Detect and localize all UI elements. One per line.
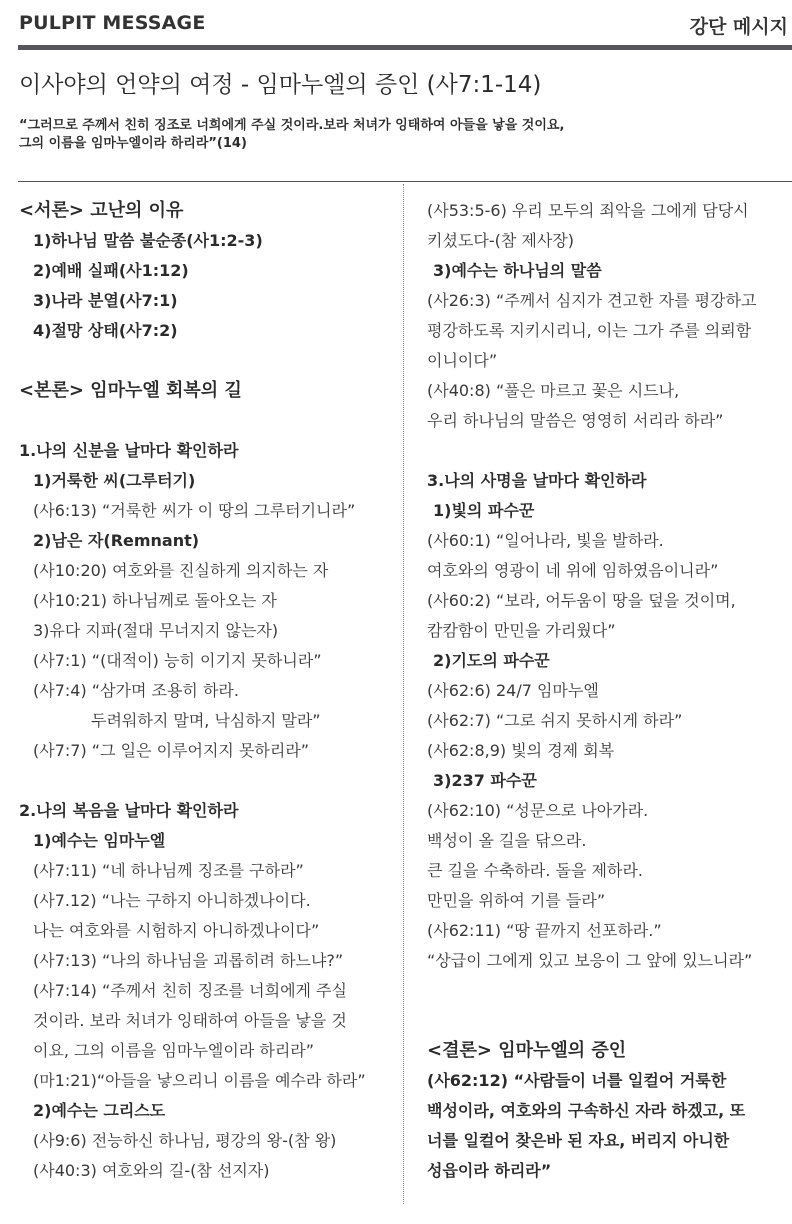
text-line: 1.나의 신분을 날마다 확인하라	[19, 441, 239, 460]
text-line: (사7:7) “그 일은 이루어지지 못하리라”	[33, 741, 310, 760]
section-heading: <서론> 고난의 이유	[19, 200, 184, 221]
text-line: (사10:20) 여호와를 진실하게 의지하는 자	[33, 561, 329, 580]
text-line: 백성이라, 여호와의 구속하신 자라 하겠고, 또	[427, 1101, 746, 1120]
text-line: (사62:11) “땅 끝까지 선포하라.”	[427, 921, 662, 940]
spacer	[19, 766, 401, 796]
text-line: 3)나라 분열(사7:1)	[33, 291, 178, 310]
left-column	[19, 196, 401, 1186]
text-line: (사6:13) “거룩한 씨가 이 땅의 그루터기니라”	[33, 501, 356, 520]
text-line: 2)예배 실패(사1:12)	[33, 261, 189, 280]
text-line: (사7:11) “네 하나님께 징조를 구하라”	[33, 861, 304, 880]
spacer	[427, 436, 791, 466]
text-line: (사9:6) 전능하신 하나님, 평강의 왕-(참 왕)	[33, 1131, 337, 1150]
text-line: 이요, 그의 이름을 임마누엘이라 하리라”	[33, 1041, 315, 1060]
spacer	[19, 346, 401, 376]
text-line: (사10:21) 하나님께로 돌아오는 자	[33, 591, 277, 610]
text-line: (사60:1) “일어나라, 빛을 발하라.	[427, 531, 664, 550]
header-label-korean: 강단 메시지	[689, 16, 788, 38]
column-divider	[403, 184, 404, 1204]
text-line: 3)237 파수꾼	[433, 771, 537, 790]
text-line: 성읍이라 하리라”	[427, 1161, 552, 1180]
text-line: 나는 여호와를 시험하지 아니하겠나이다”	[33, 921, 320, 940]
text-line: (사7:13) “나의 하나님을 괴롭히려 하느냐?”	[33, 951, 344, 970]
text-line: (사7:1) “(대적이) 능히 이기지 못하니라”	[33, 651, 322, 670]
text-line: 3)유다 지파(절대 무너지지 않는자)	[33, 621, 279, 640]
text-line: “상급이 그에게 있고 보응이 그 앞에 있느니라”	[427, 951, 753, 970]
text-line: 키셨도다-(참 제사장)	[427, 231, 574, 250]
text-line: 만민을 위하여 기를 들라”	[427, 891, 606, 910]
text-line: 4)절망 상태(사7:2)	[33, 321, 178, 340]
text-line: (사40:8) “풀은 마르고 꽃은 시드나,	[427, 381, 680, 400]
text-line: (사53:5-6) 우리 모두의 죄악을 그에게 담당시	[427, 201, 749, 220]
text-line: (사62:7) “그로 쉬지 못하시게 하라”	[427, 711, 683, 730]
text-line: 큰 길을 수축하라. 돌을 제하라.	[427, 861, 643, 880]
text-line: 2)기도의 파수꾼	[433, 651, 550, 670]
text-line: 너를 일컬어 찾은바 된 자요, 버리지 아니한	[427, 1131, 730, 1150]
text-line: 1)빛의 파수꾼	[433, 501, 535, 520]
text-line: (사40:3) 여호와의 길-(참 선지자)	[33, 1161, 270, 1180]
text-line: 3.나의 사명을 날마다 확인하라	[427, 471, 647, 490]
text-line: 3)예수는 하나님의 말씀	[433, 261, 602, 280]
text-line: (사62:12) “사람들이 너를 일컬어 거룩한	[427, 1071, 727, 1090]
text-line: 1)하나님 말씀 불순종(사1:2-3)	[33, 231, 263, 250]
text-line: (사62:10) “성문으로 나아가라.	[427, 801, 649, 820]
text-line: (사60:2) “보라, 어두움이 땅을 덮을 것이며,	[427, 591, 736, 610]
section-divider	[18, 181, 792, 182]
text-line: (사7.12) “나는 구하지 아니하겠나이다.	[33, 891, 311, 910]
key-verse-line: 그의 이름을 임마누엘이라 하리라”(14)	[19, 136, 247, 151]
text-line: 두려워하지 말며, 낙심하지 말라”	[91, 711, 321, 730]
text-line: 이니이다”	[427, 351, 498, 370]
header-rule	[18, 45, 792, 50]
text-line: 우리 하나님의 말씀은 영영히 서리라 하라”	[427, 411, 724, 430]
sermon-title: 이사야의 언약의 여정 - 임마누엘의 증인 (사7:1-14)	[19, 72, 542, 98]
section-heading: <결론> 임마누엘의 증인	[427, 1040, 627, 1061]
text-line: (사62:8,9) 빛의 경제 회복	[427, 741, 615, 760]
text-line: 1)예수는 임마누엘	[33, 831, 166, 850]
header-label-english: PULPIT MESSAGE	[19, 12, 206, 34]
text-line: (사62:6) 24/7 임마누엘	[427, 681, 599, 700]
text-line: 1)거룩한 씨(그루터기)	[33, 471, 196, 490]
text-line: 백성이 올 길을 닦으라.	[427, 831, 587, 850]
spacer	[427, 1006, 791, 1036]
text-line: 2)남은 자(Remnant)	[33, 531, 200, 550]
text-line: 것이라. 보라 처녀가 잉태하여 아들을 낳을 것	[33, 1011, 347, 1030]
spacer	[19, 406, 401, 436]
text-line: (사7:4) “삼가며 조용히 하라.	[33, 681, 239, 700]
spacer	[427, 976, 791, 1006]
text-line: 2)예수는 그리스도	[33, 1101, 166, 1120]
text-line: 여호와의 영광이 네 위에 임하였음이니라”	[427, 561, 719, 580]
text-line: (사26:3) “주께서 심지가 견고한 자를 평강하고	[427, 291, 757, 310]
key-verse	[19, 117, 564, 153]
key-verse-line: “그러므로 주께서 친히 징조로 너희에게 주실 것이라.보라 처녀가 잉태하여 아들을 낳을 것이요,	[19, 118, 565, 133]
text-line: 캄캄함이 만민을 가리웠다”	[427, 621, 616, 640]
text-line: 2.나의 복음을 날마다 확인하라	[19, 801, 239, 820]
text-line: 평강하도록 지키시리니, 이는 그가 주를 의뢰함	[427, 321, 752, 340]
text-line: (사7:14) “주께서 친히 징조를 너희에게 주실	[33, 981, 347, 1000]
section-heading: <본론> 임마누엘 회복의 길	[19, 380, 242, 401]
text-line: (마1:21)“아들을 낳으리니 이름을 예수라 하라”	[33, 1071, 366, 1090]
right-column	[427, 196, 791, 1186]
